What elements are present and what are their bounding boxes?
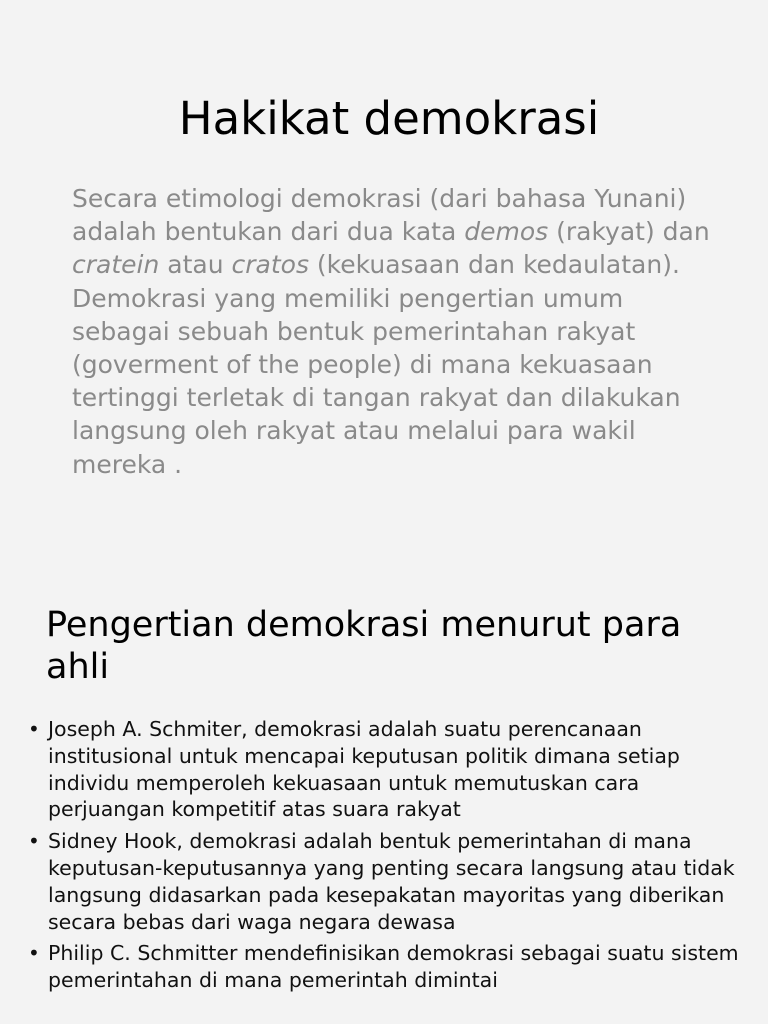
body-text-part-3: atau <box>159 250 232 280</box>
bullet-icon: • <box>28 941 40 966</box>
expert-definitions-list <box>28 716 740 999</box>
slide-1-body <box>72 182 722 481</box>
slide-1-title: Hakikat demokrasi <box>178 92 600 145</box>
bullet-icon: • <box>28 829 40 854</box>
slide-2-title: Pengertian demokrasi menurut para ahli <box>46 605 682 687</box>
list-item <box>28 828 740 935</box>
bullet-icon: • <box>28 717 40 741</box>
body-text-part-1: Secara etimologi demokrasi (dari bahasa Yunani) adalah bentukan dari dua kata <box>72 184 687 247</box>
list-item-text: Sidney Hook, demokrasi adalah bentuk pemerintahan di mana keputusan-keputusannya yang penting secara langsung atau tidak langsung didasarkan pada kesepakatan mayoritas yang diberikan secara bebas dari waga negara dewasa <box>48 829 735 934</box>
term-cratos: cratos <box>231 250 309 280</box>
list-item <box>28 940 740 994</box>
term-cratein: cratein <box>72 250 160 280</box>
body-text-part-2: (rakyat) dan <box>548 217 710 247</box>
list-item <box>28 716 740 823</box>
term-demos: demos <box>464 217 549 247</box>
body-text-part-4: (kekuasaan dan kedaulatan). Demokrasi yang memiliki pengertian umum sebagai sebuah bentuk pemerintahan rakyat (goverment of the people) di mana kekuasaan tertinggi terletak di tangan rakyat dan dilakukan langsung oleh rakyat atau melalui para wakil mereka . <box>72 250 681 479</box>
list-item-text: Joseph A. Schmiter, demokrasi adalah suatu perencanaan institusional untuk mencapai keputusan politik dimana setiap individu memperoleh kekuasaan untuk memutuskan cara perjuangan kompetitif atas suara rakyat <box>48 717 680 822</box>
list-item-text: Philip C. Schmitter mendefinisikan demokrasi sebagai suatu sistem pemerintahan di mana pemerintah dimintai <box>48 941 739 993</box>
